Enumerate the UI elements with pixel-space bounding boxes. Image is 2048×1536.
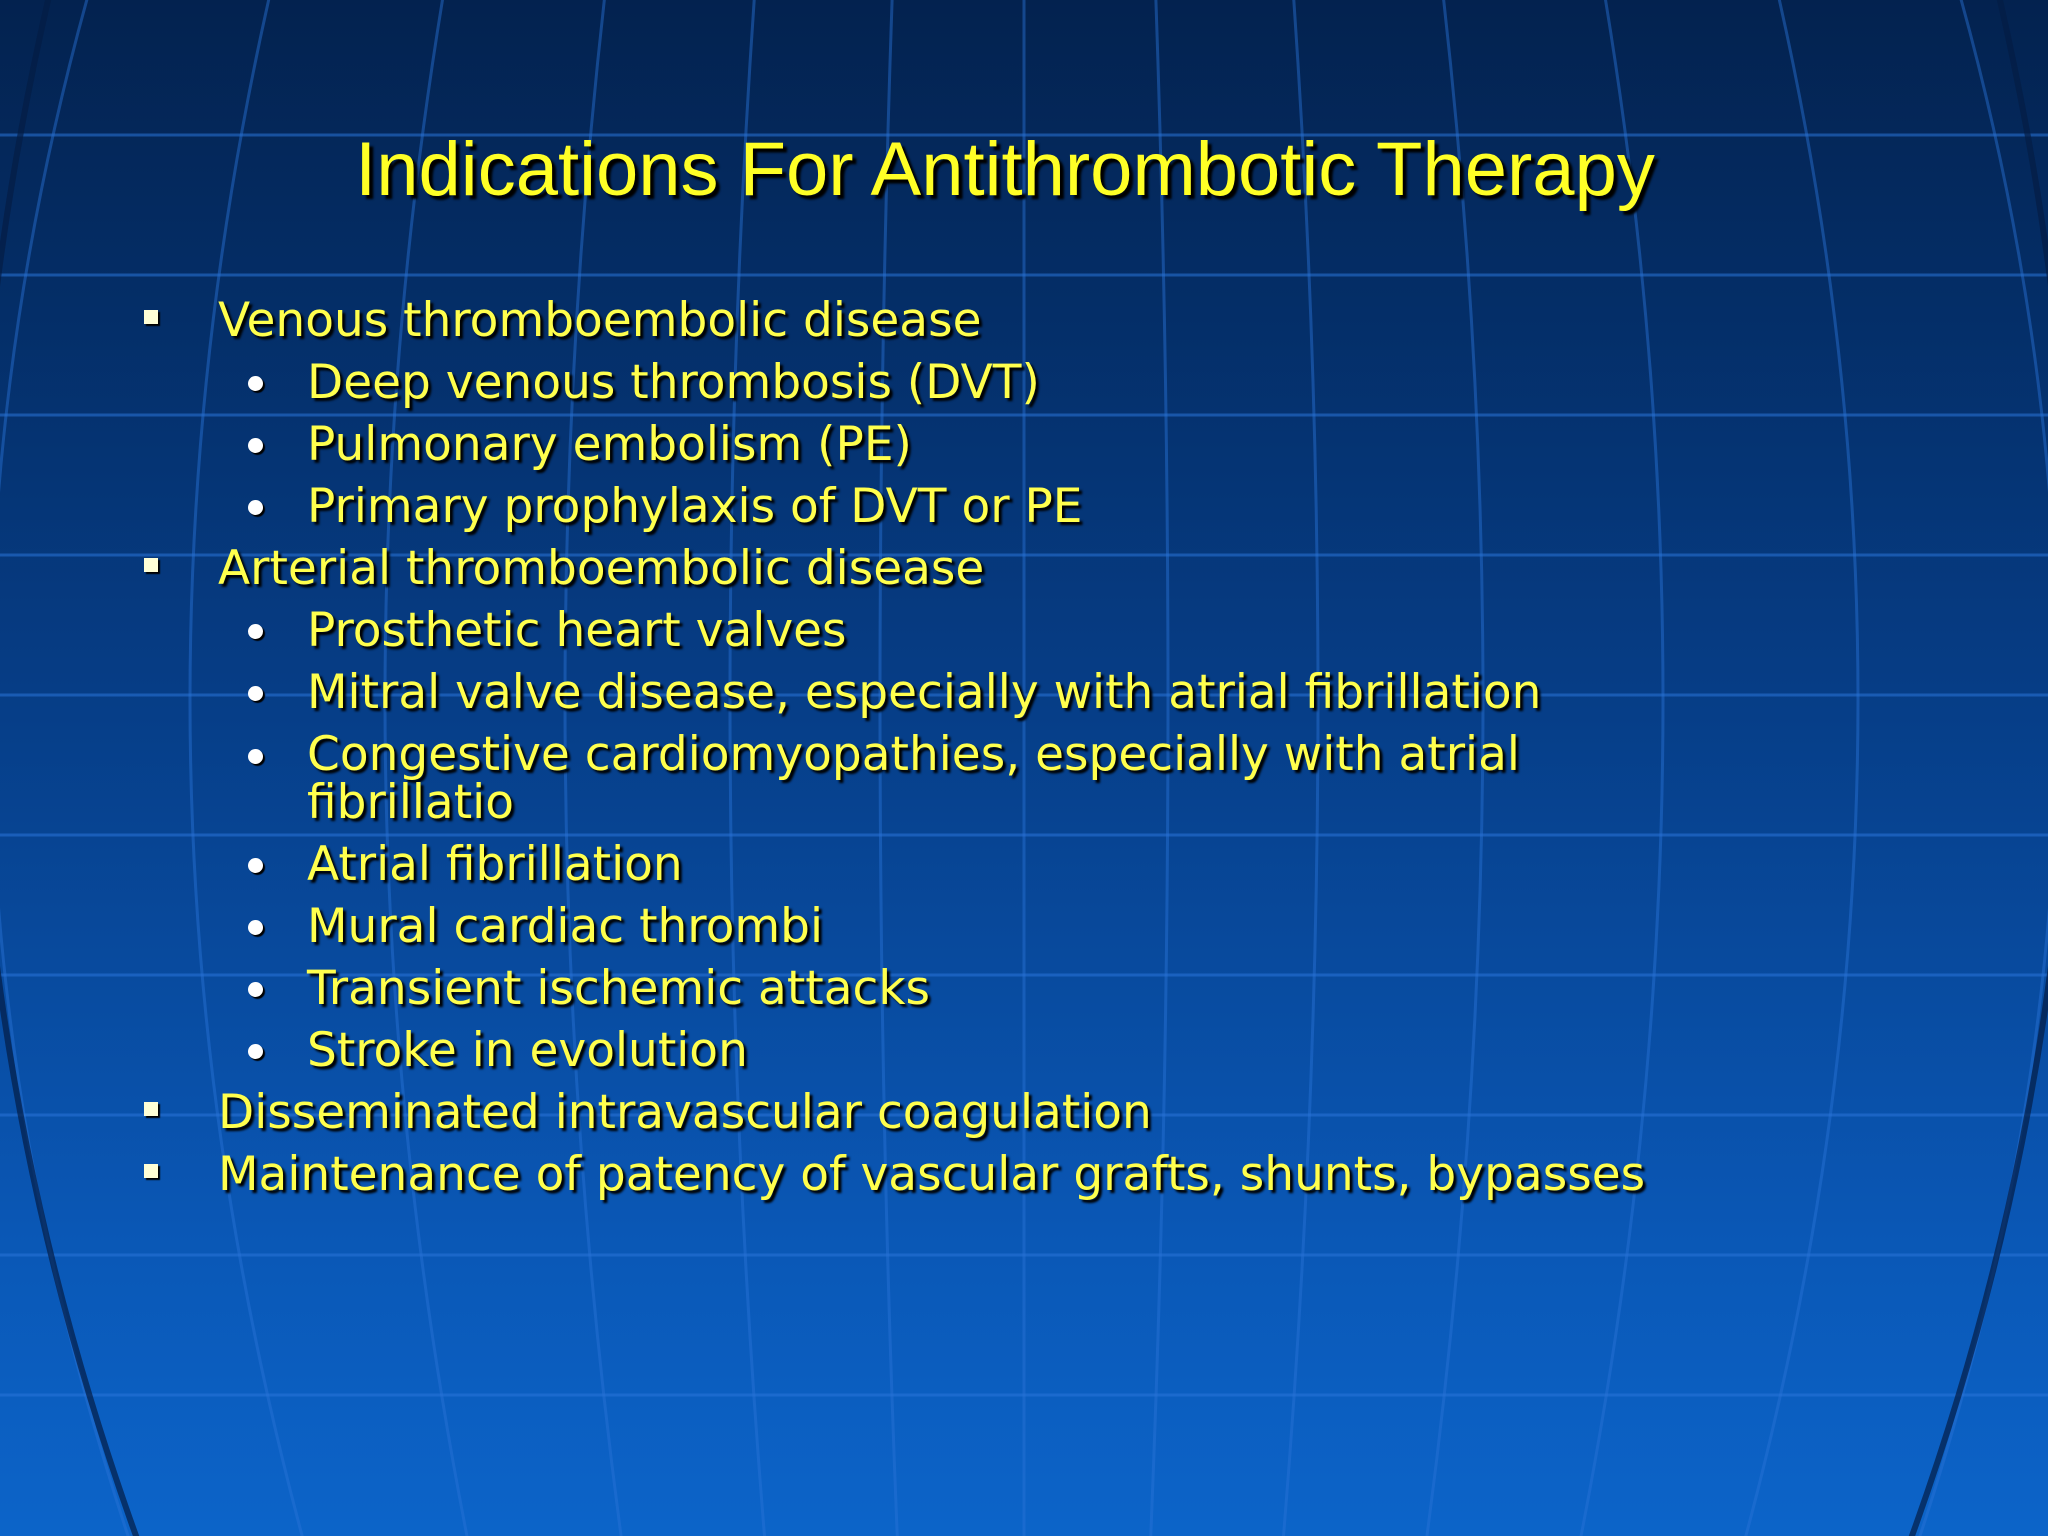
list-item-text: Transient ischemic attacks <box>307 961 931 1016</box>
round-bullet-icon <box>248 376 263 391</box>
list-item-text: Pulmonary embolism (PE) <box>307 417 912 472</box>
round-bullet-icon <box>248 982 263 997</box>
square-bullet-icon <box>144 1102 158 1116</box>
round-bullet-icon <box>248 749 263 764</box>
list-item <box>0 538 2048 600</box>
list-item <box>0 600 2048 662</box>
round-bullet-icon <box>248 858 263 873</box>
list-item <box>0 352 2048 414</box>
list-item-text: Mural cardiac thrombi <box>307 899 824 954</box>
list-item-text: Venous thromboembolic disease <box>218 293 982 348</box>
list-item-text: Disseminated intravascular coagulation <box>218 1085 1152 1140</box>
list-item-text: Atrial fibrillation <box>307 837 683 892</box>
list-item <box>0 896 2048 958</box>
list-item <box>0 1082 2048 1144</box>
round-bullet-icon <box>248 500 263 515</box>
list-item-text: Congestive cardiomyopathies, especially with atrial fibrillatio <box>307 727 1520 830</box>
list-item <box>0 834 2048 896</box>
list-item <box>0 724 1707 834</box>
list-item-text: Maintenance of patency of vascular grafts, shunts, bypasses <box>218 1147 1646 1202</box>
square-bullet-icon <box>144 558 158 572</box>
list-item <box>0 958 2048 1020</box>
list-item-text: Mitral valve disease, especially with atrial fibrillation <box>307 665 1542 720</box>
list-item <box>0 290 2048 352</box>
list-item <box>0 1144 2048 1206</box>
list-item-text: Stroke in evolution <box>307 1023 748 1078</box>
round-bullet-icon <box>248 438 263 453</box>
list-item <box>0 476 2048 538</box>
list-item <box>0 662 2048 724</box>
round-bullet-icon <box>248 920 263 935</box>
square-bullet-icon <box>144 310 158 324</box>
round-bullet-icon <box>248 624 263 639</box>
round-bullet-icon <box>248 1044 263 1059</box>
square-bullet-icon <box>144 1164 158 1178</box>
list-item <box>0 1020 2048 1082</box>
list-item <box>0 414 2048 476</box>
list-item-text: Arterial thromboembolic disease <box>218 541 985 596</box>
bullet-list <box>0 290 2048 1206</box>
round-bullet-icon <box>248 686 263 701</box>
list-item-text: Deep venous thrombosis (DVT) <box>307 355 1040 410</box>
list-item-text: Prosthetic heart valves <box>307 603 847 658</box>
slide-title: Indications For Antithrombotic Therapy <box>355 127 1655 212</box>
list-item-text: Primary prophylaxis of DVT or PE <box>307 479 1083 534</box>
